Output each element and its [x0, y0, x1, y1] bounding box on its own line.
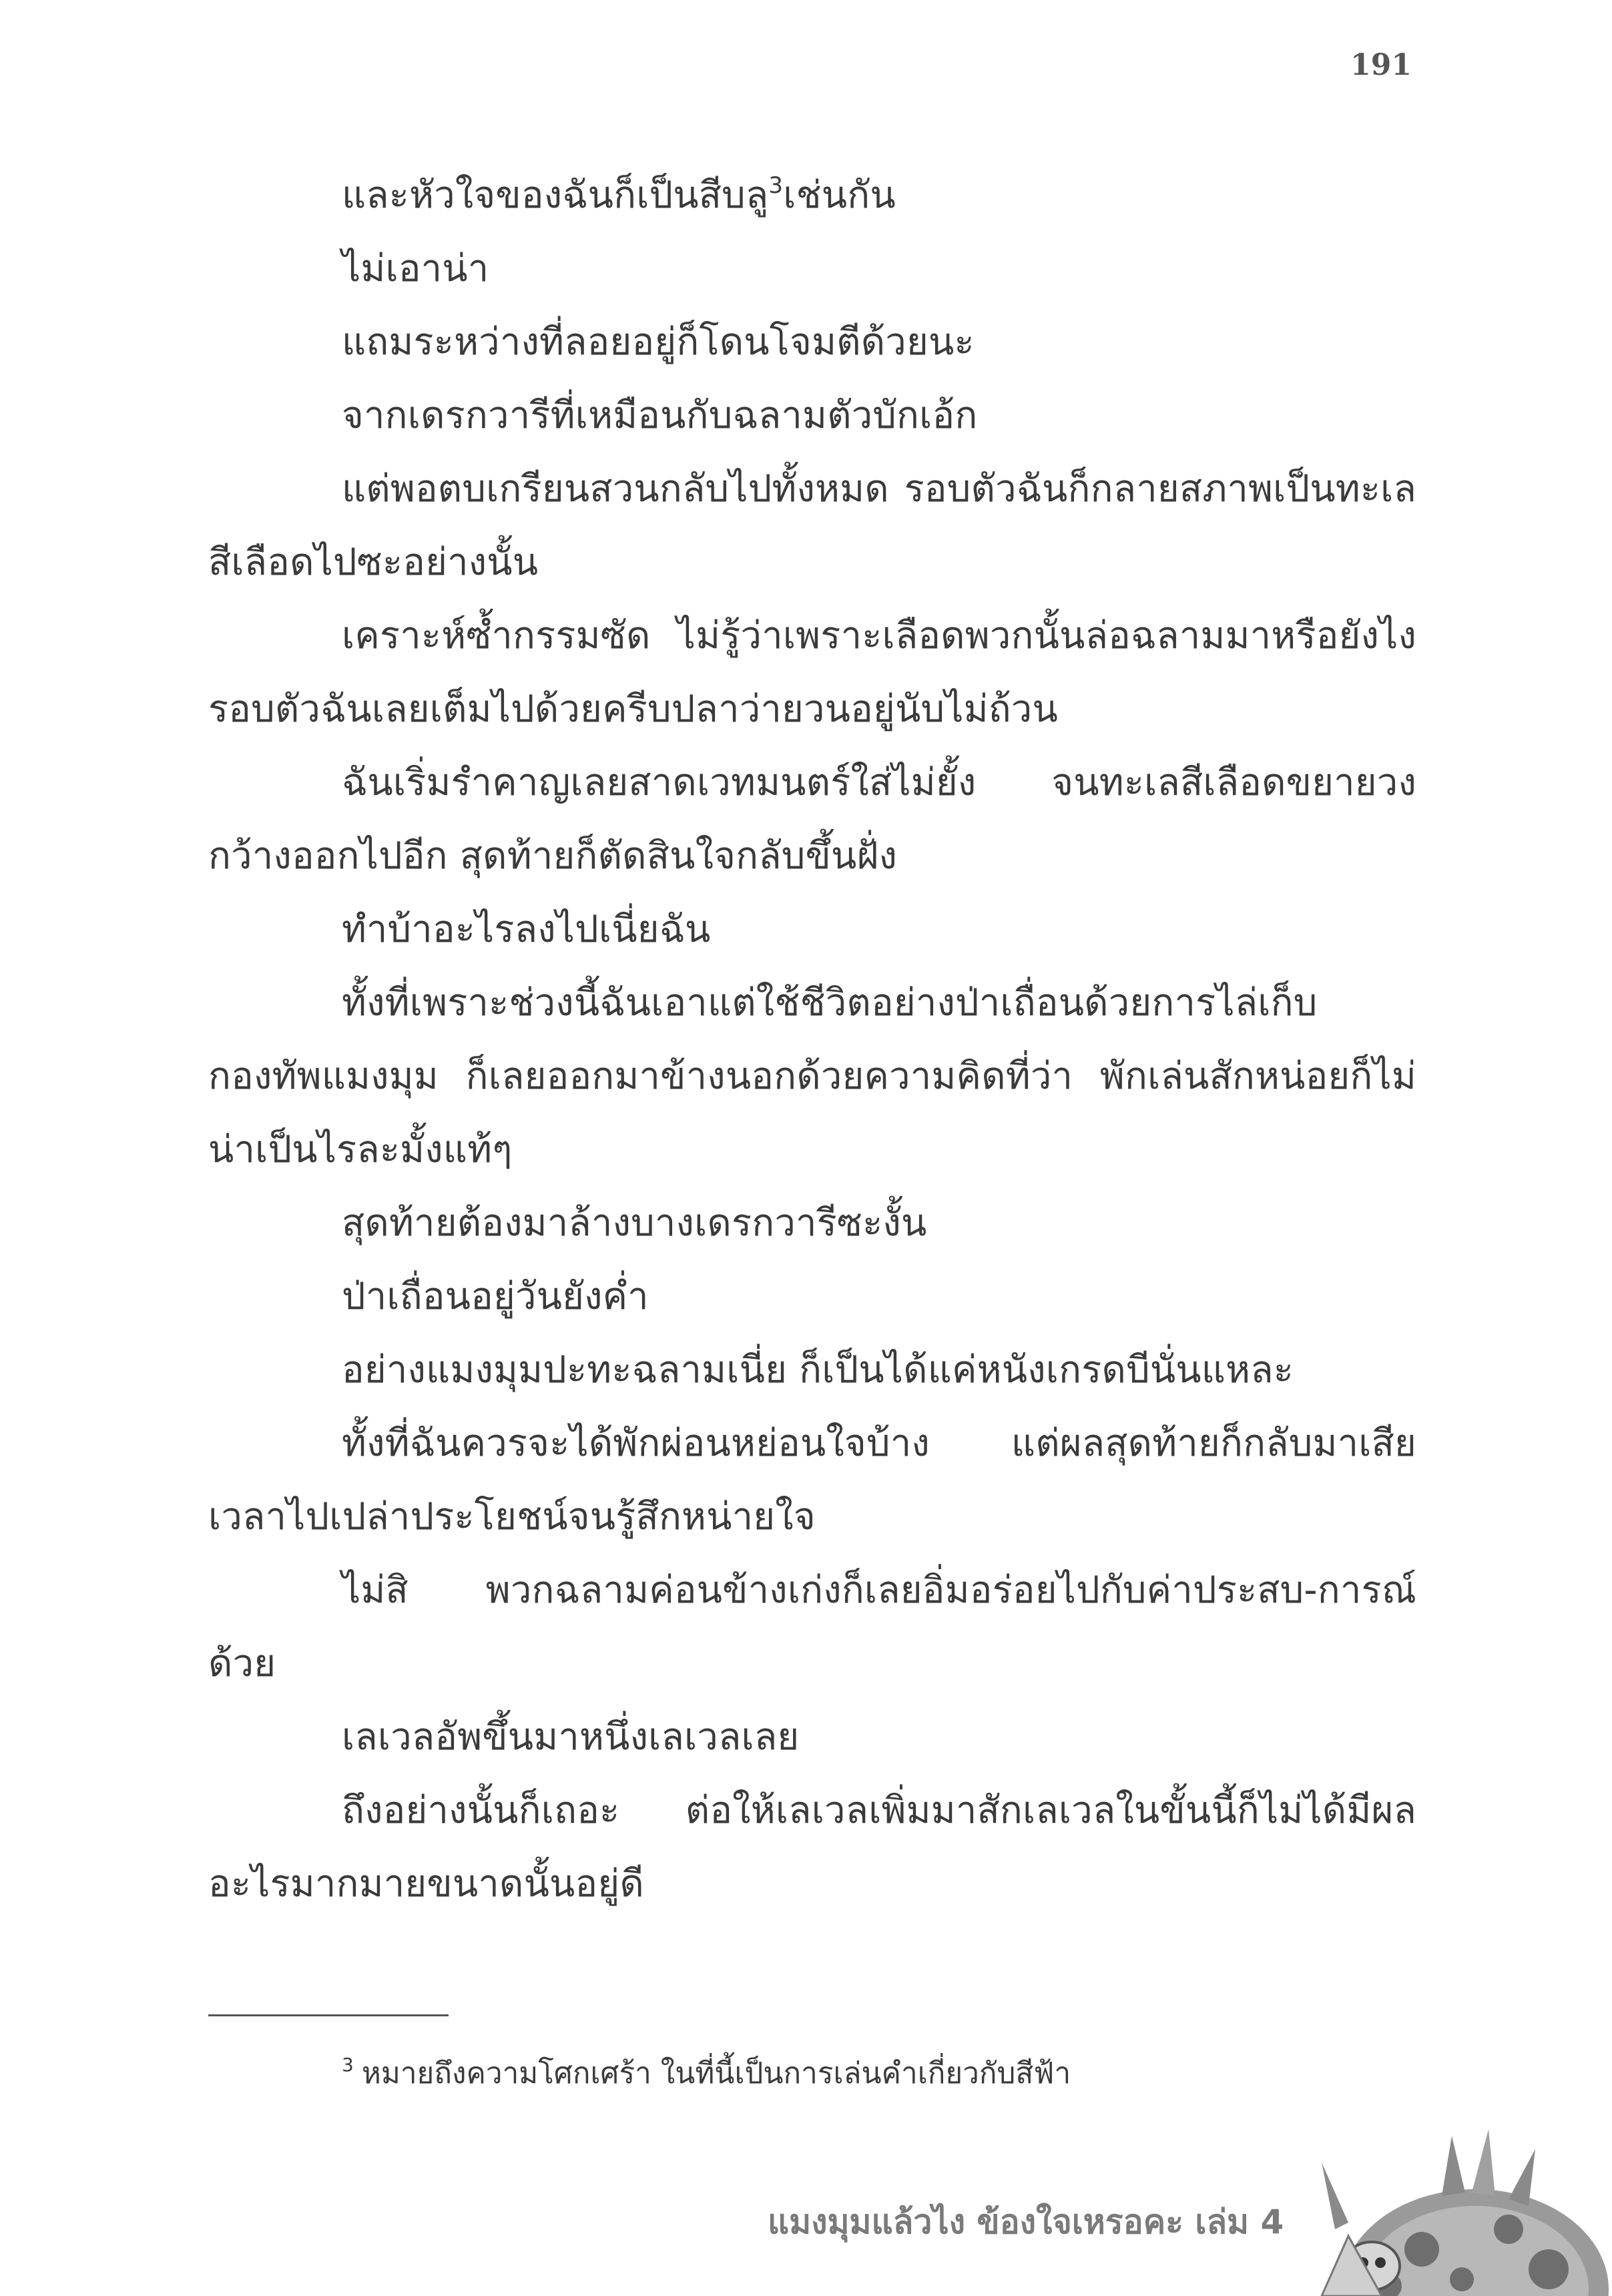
footnote-marker: 3	[342, 2054, 354, 2076]
paragraph: จากเดรกวารีที่เหมือนกับฉลามตัวบักเอ้ก	[342, 394, 978, 437]
footnote-text: หมายถึงความโศกเศร้า ในที่นี้เป็นการเล่นคำเกี่ยวกับสีฟ้า	[361, 2056, 1071, 2090]
paragraph: ป่าเถื่อนอยู่วันยังค่ำ	[342, 1275, 649, 1318]
paragraph: ทั้งที่เพราะช่วงนี้ฉันเอาแต่ใช้ชีวิตอย่างป่าเถื่อนด้วยการไล่เก็บกองทัพแมงมุม ก็เลยออกมาข้างนอกด้วยความคิดที่ว่า พักเล่นสักหน่อยก็ไม่น่าเป็นไรละมั้งแท้ๆ	[208, 981, 1416, 1171]
paragraph: ถึงอย่างนั้นก็เถอะ ต่อให้เลเวลเพิ่มมาสักเลเวลในขั้นนี้ก็ไม่ได้มีผลอะไรมากมายขนาดนั้นอยู่ดี	[208, 1789, 1416, 1906]
running-footer-title: แมงมุมแล้วไง ข้องใจเหรอคะ เล่ม 4	[768, 2203, 1284, 2241]
body-text	[208, 159, 1416, 1921]
paragraph: เคราะห์ซ้ำกรรมซัด ไม่รู้ว่าเพราะเลือดพวกนั้นล่อฉลามมาหรือยังไง รอบตัวฉันเลยเต็มไปด้วยครีบปลาว่ายวนอยู่นับไม่ถ้วน	[208, 614, 1416, 731]
paragraph: ฉันเริ่มรำคาญเลยสาดเวทมนตร์ใส่ไม่ยั้ง จนทะเลสีเลือดขยายวงกว้างออกไปอีก สุดท้ายก็ตัดสินใจกลับขึ้นฝั่ง	[208, 761, 1416, 878]
paragraph: สุดท้ายต้องมาล้างบางเดรกวารีซะงั้น	[342, 1201, 927, 1245]
spider-egg-mascot-icon	[1308, 2122, 1612, 2296]
paragraph: ไม่เอาน่า	[342, 247, 489, 290]
paragraph: เลเวลอัพขึ้นมาหนึ่งเลเวลเลย	[342, 1715, 800, 1759]
footnote	[342, 2050, 1476, 2097]
page-number: 191	[1350, 48, 1412, 82]
paragraph-text: และหัวใจของฉันก็เป็นสีบลู	[342, 174, 769, 217]
paragraph	[208, 159, 1416, 232]
paragraph: อย่างแมงมุมปะทะฉลามเนี่ย ก็เป็นได้แค่หนังเกรดบีนั่นแหละ	[342, 1348, 1294, 1392]
footnote-divider	[208, 2014, 449, 2016]
paragraph: ไม่สิ พวกฉลามค่อนข้างเก่งก็เลยอิ่มอร่อยไปกับค่าประสบ-การณ์ด้วย	[208, 1568, 1416, 1685]
paragraph-text-continued: เช่นกัน	[783, 174, 896, 217]
paragraph: ทั้งที่ฉันควรจะได้พักผ่อนหย่อนใจบ้าง แต่ผลสุดท้ายก็กลับมาเสียเวลาไปเปล่าประโยชน์จนรู้สึกหน่ายใจ	[208, 1422, 1416, 1538]
paragraph: แต่พอตบเกรียนสวนกลับไปทั้งหมด รอบตัวฉันก็กลายสภาพเป็นทะเลสีเลือดไปซะอย่างนั้น	[208, 467, 1416, 584]
paragraph: แถมระหว่างที่ลอยอยู่ก็โดนโจมตีด้วยนะ	[342, 320, 975, 364]
footnote-reference[interactable]: 3	[768, 172, 784, 199]
paragraph: ทำบ้าอะไรลงไปเนี่ยฉัน	[342, 908, 711, 951]
